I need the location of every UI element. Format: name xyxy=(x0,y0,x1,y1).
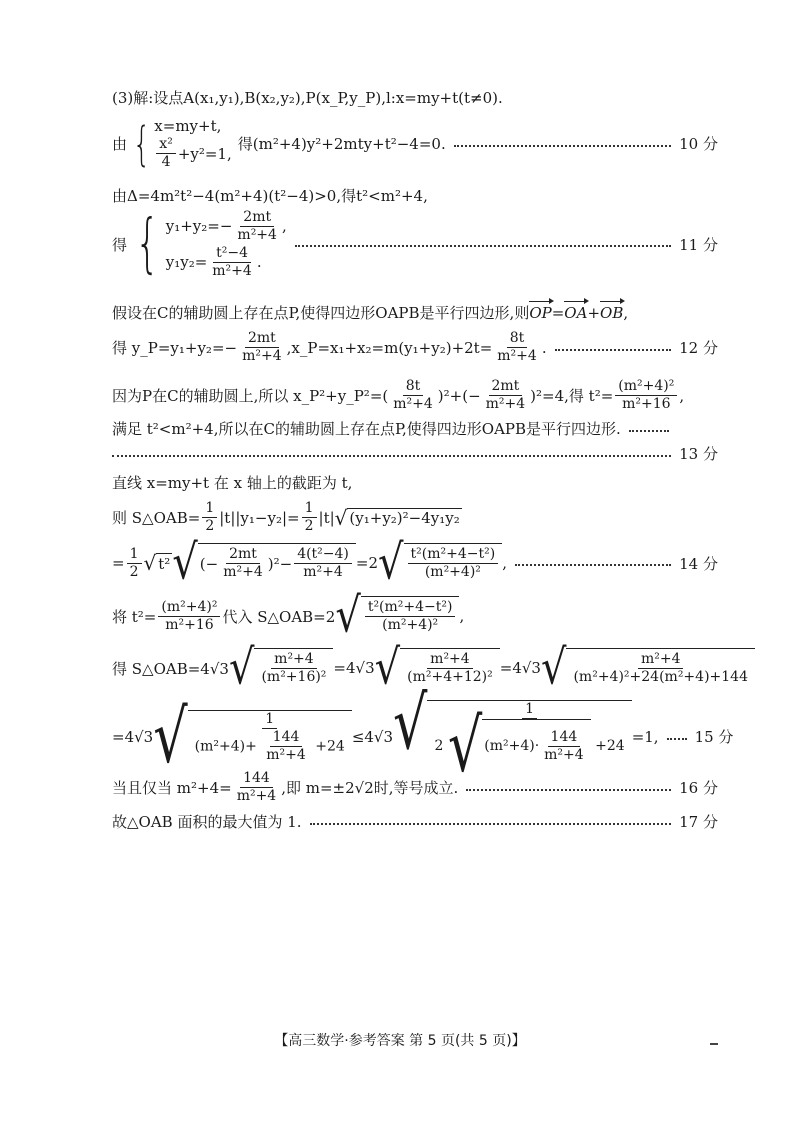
system-equations-10: 由 { x=my+t, $\frac{\text{x²}}{4}$ +y²=1, 得(m²+4)y²+2mty+t²−4=0. 10 分 xyxy=(112,116,718,171)
page-footer: 【高三数学·参考答案 第 5 页(共 5 页)】 xyxy=(274,1033,526,1049)
score-15: 15 分 xyxy=(694,728,734,746)
equality-condition-16: 当且仅当 m²+4= $\frac{144}{\text{m²+4}}$ ,即 m=±2√2时,等号成立. 16 分 xyxy=(112,770,718,804)
vector-ob: OB xyxy=(600,303,624,322)
solution-intro: (3)解:设点A(x₁,y₁),B(x₂,y₂),P(x_P,y_P),l:x=my+t(t≠0). xyxy=(112,89,503,107)
inequality-15: =4√3 √ 1 (m²+4)+ $\frac{144}{\text{m²+4}}$ +24 ≤4√3 √ 1 2 √ (m²+4)· $\frac{144}{\text{m²+4}}$ +24 =1, 15 分 xyxy=(112,680,734,788)
equation-system: { x=my+t, $\frac{\text{x²}}{4}$ +y²=1, xyxy=(132,116,232,171)
area-simplify: 得 S△OAB=4√3 √ $\frac{\text{m²+4}}{\text{(m²+16)²}}$ =4√3 √ $\frac{\text{m²+4}}{\text{(m²+4+12)²}}$ =4√3 √ $\frac{\text{m²+4}}{\text{(m²+4)²+24(m²+4)+144}}$ xyxy=(112,648,718,688)
intercept-line: 直线 x=my+t 在 x 轴上的截距为 t, xyxy=(112,474,353,492)
sys-row-1: x=my+t, xyxy=(154,117,222,135)
score-16: 16 分 xyxy=(679,779,718,797)
score-10: 10 分 xyxy=(679,135,718,153)
circle-condition: 因为P在C的辅助圆上,所以 x_P²+y_P²=( $\frac{8t}{\text{m²+4}}$ )²+(− $\frac{2mt}{\text{m²+4}}$ )²=4,得 t²= $\frac{\text{(m²+4)²}}{\text{m²+16}}$ , xyxy=(112,378,685,412)
area-expand-14: = $\frac{1}{2}$ √ t² √ (− $\frac{2mt}{\text{m²+4}}$ )²− $\frac{\text{4(t²−4)}}{\text{m²+4}}$ =2 √ $\frac{\text{t²(m²+4−t²)}}{\text{(m²+4)²}}$ , 14 分 xyxy=(112,535,718,591)
assumption-line: 假设在C的辅助圆上存在点P,使得四边形OAPB是平行四边形,则 OP = OA + OB , xyxy=(112,303,629,322)
page-corner-mark xyxy=(710,1043,718,1045)
score-17: 17 分 xyxy=(679,813,718,831)
sys-row-2: $\frac{\text{x²}}{4}$ +y²=1, xyxy=(154,136,231,171)
satisfy-line: 满足 t²<m²+4,所以在C的辅助圆上存在点P,使得四边形OAPB是平行四边形. xyxy=(112,418,718,439)
area-formula: 则 S△OAB= $\frac{1}{2}$ |t||y₁−y₂|= $\frac{1}{2}$ |t| √ (y₁+y₂)²−4y₁y₂ xyxy=(112,500,460,534)
score-12: 12 分 xyxy=(679,339,718,357)
point-p-coordinates-12: 得 y_P=y₁+y₂=− $\frac{2mt}{\text{m²+4}}$ ,x_P=x₁+x₂=m(y₁+y₂)+2t= $\frac{8t}{\text{m²+4}}$ . 12 分 xyxy=(112,330,718,364)
vieta-system-11: 得 { y₁+y₂=− $\frac{2mt}{\text{m²+4}}$ , y₁y₂= $\frac{\text{t²−4}}{\text{m²+4}}$ . 11 分 xyxy=(112,207,718,281)
score-11: 11 分 xyxy=(679,235,718,254)
delta-condition: 由Δ=4m²t²−4(m²+4)(t²−4)>0,得t²<m²+4, xyxy=(112,187,428,205)
vieta-product: y₁y₂= $\frac{\text{t²−4}}{\text{m²+4}}$ . xyxy=(165,244,262,279)
score-13: 13 分 xyxy=(679,445,718,463)
substitute-line: 将 t²= $\frac{\text{(m²+4)²}}{\text{m²+16}}$ 代入 S△OAB=2 √ $\frac{\text{t²(m²+4−t²)}}{\text{(m²+4)²}}$ , xyxy=(112,588,465,644)
score-13-line xyxy=(112,443,718,464)
vieta-sum: y₁+y₂=− $\frac{2mt}{\text{m²+4}}$ , xyxy=(165,208,287,243)
conclusion-17: 故△OAB 面积的最大值为 1. 17 分 xyxy=(112,813,718,831)
vieta-system: { y₁+y₂=− $\frac{2mt}{\text{m²+4}}$ , y₁y₂= $\frac{\text{t²−4}}{\text{m²+4}}$ . xyxy=(135,207,287,281)
vector-op: OP xyxy=(529,303,552,322)
score-14: 14 分 xyxy=(679,554,718,573)
vector-oa: OA xyxy=(564,303,588,322)
